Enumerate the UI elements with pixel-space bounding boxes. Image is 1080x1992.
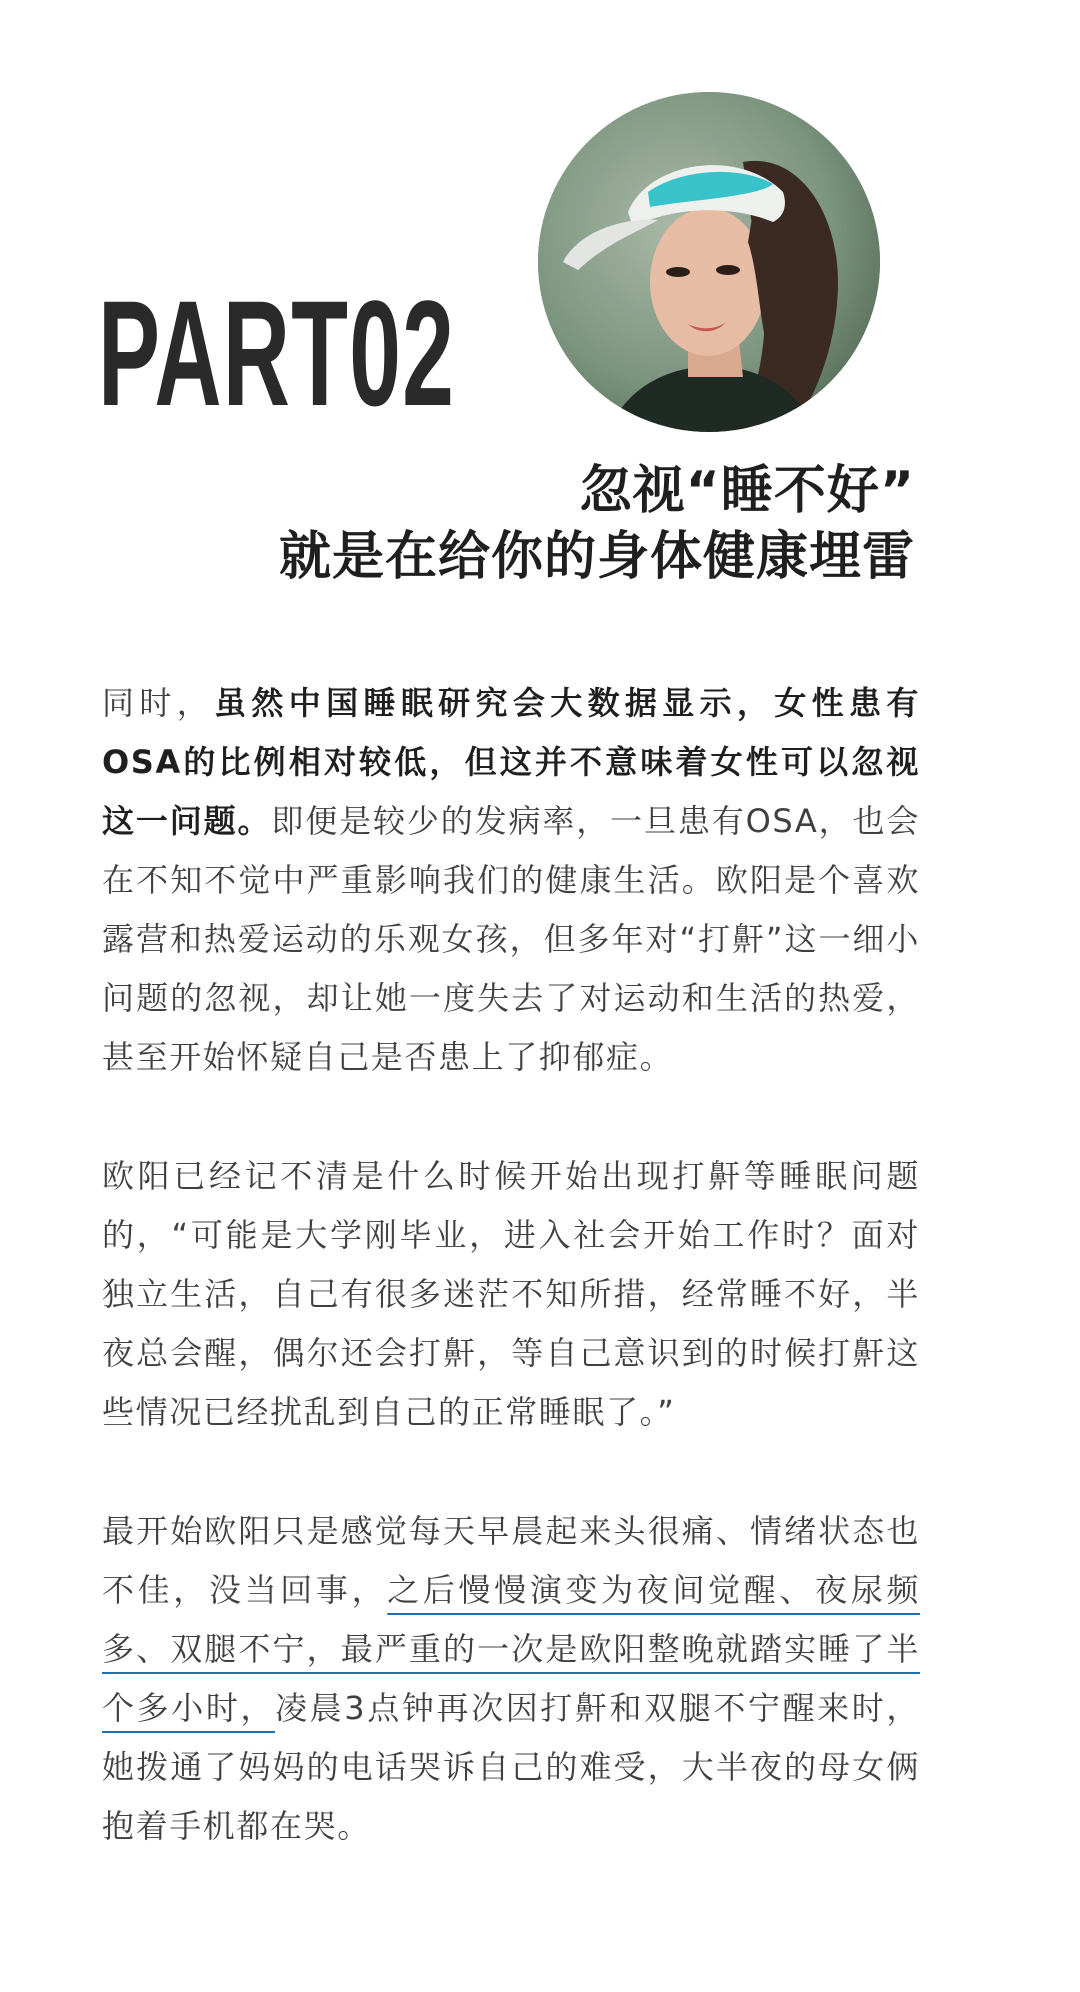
headline-line-1: 忽视“睡不好” [579,461,915,521]
article-body [102,674,920,1916]
paragraph-2: 欧阳已经记不清是什么时候开始出现打鼾等睡眠问题的，“可能是大学刚毕业，进入社会开始工作时？面对独立生活，自己有很多迷茫不知所措，经常睡不好，半夜总会醒，偶尔还会打鼾，等自己意识到的时候打鼾这些情况已经扰乱到自己的正常睡眠了。” [102,1157,920,1431]
paragraph-1-lead: 同时， [102,684,215,722]
paragraph-3 [102,1502,920,1856]
paragraph-3-rest: 凌晨3点钟再次因打鼾和双腿不宁醒来时，她拨通了妈妈的电话哭诉自己的难受，大半夜的母女俩抱着手机都在哭。 [102,1689,920,1845]
paragraph-1 [102,674,920,1087]
paragraph-1-rest: 即便是较少的发病率，一旦患有OSA，也会在不知不觉中严重影响我们的健康生活。欧阳是个喜欢露营和热爱运动的乐观女孩，但多年对“打鼾”这一细小问题的忽视，却让她一度失去了对运动和生活的热爱，甚至开始怀疑自己是否患上了抑郁症。 [102,802,920,1076]
paragraph-1-bold: 虽然中国睡眠研究会大数据显示，女性患有OSA的比例相对较低，但这并不意味着女性可以忽视这一问题。 [102,684,920,840]
portrait-illustration [538,92,880,432]
headline [279,458,915,590]
part-label: PART02 [98,269,456,437]
portrait-photo [538,92,880,432]
headline-line-2: 就是在给你的身体健康埋雷 [278,527,915,587]
paragraph-3-underlined: 之后慢慢演变为夜间觉醒、夜尿频多、双腿不宁，最严重的一次是欧阳整晚就踏实睡了半个多小时， [102,1571,920,1727]
paragraph-3-lead: 最开始欧阳只是感觉每天早晨起来头很痛、情绪状态也不佳，没当回事， [102,1512,920,1609]
